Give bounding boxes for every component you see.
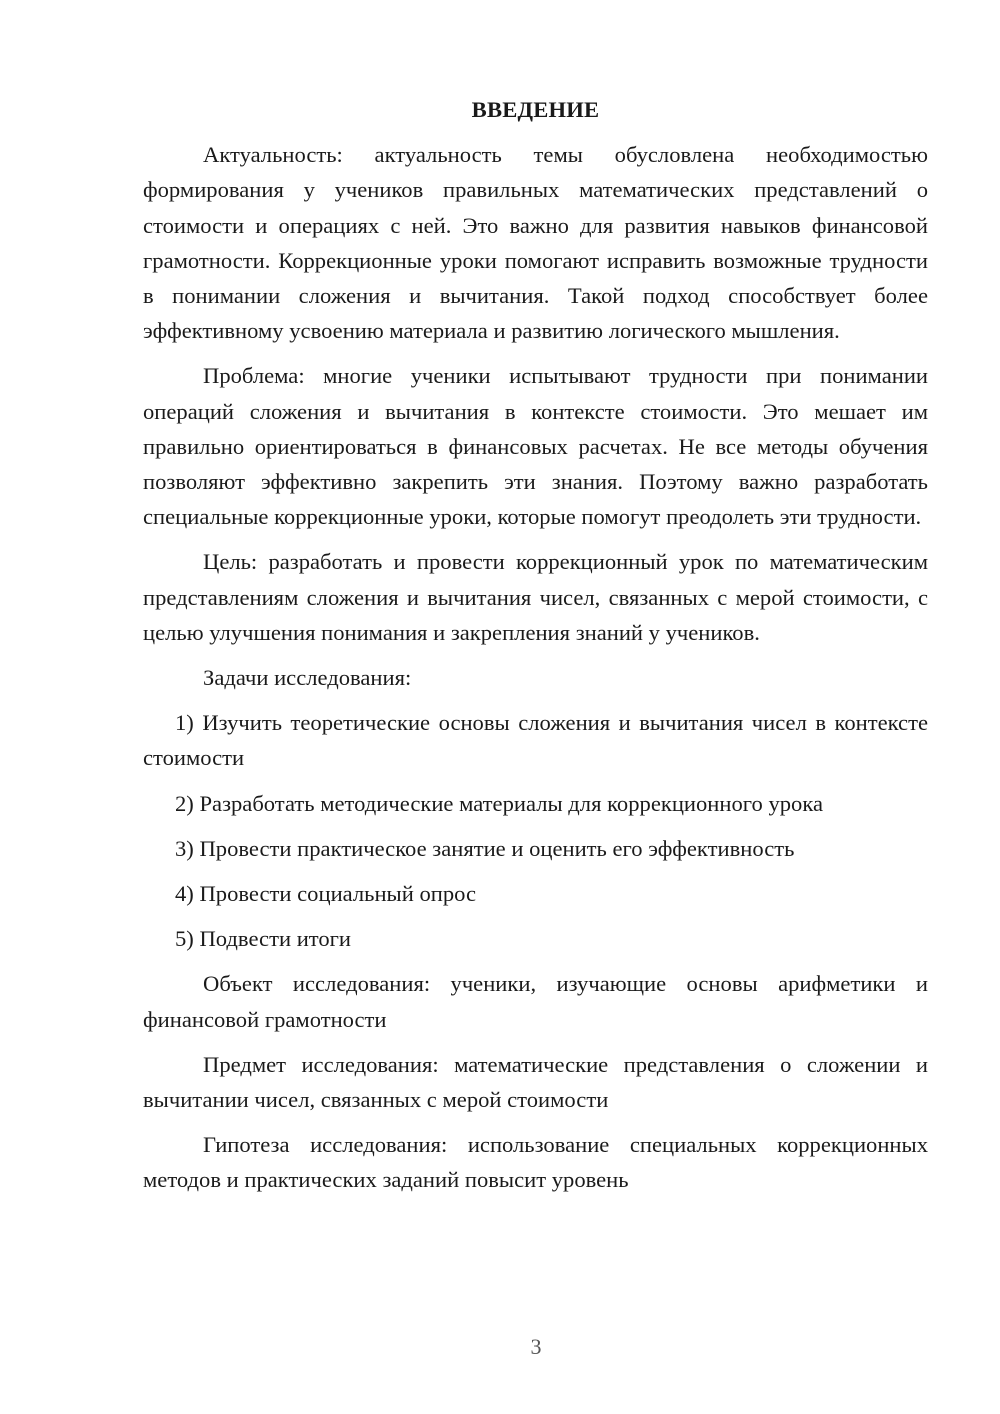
task-item: 4) Провести социальный опрос <box>175 881 477 907</box>
task-item: 3) Провести практическое занятие и оценить его эффективность <box>175 835 795 861</box>
task-item: 5) Подвести итоги <box>175 926 352 952</box>
document-body <box>143 92 928 1208</box>
task-item: 2) Разработать методические материалы для коррекционного урока <box>175 790 823 816</box>
subject-paragraph: Предмет исследования: математические представления о сложении и вычитании чисел, связанных с мерой стоимости <box>143 1051 928 1113</box>
tasks-heading: Задачи исследования: <box>203 665 412 691</box>
task-item: 1) Изучить теоретические основы сложения и вычитания чисел в контексте стоимости <box>143 710 928 771</box>
relevance-paragraph: Актуальность: актуальность темы обусловлена необходимостью формирования у учеников правильных математических представлений о стоимости и операциях с ней. Это важно для развития навыков финансовой грамотности. Коррекционные уроки помогают исправить возможные трудности в понимании сложения и вычитания. Такой подход способствует более эффективному усвоению материала и развитию логического мышления. <box>143 142 928 344</box>
goal-paragraph: Цель: разработать и провести коррекционный урок по математическим представлениям сложения и вычитания чисел, связанных с мерой стоимости, с целью улучшения понимания и закрепления знаний у учеников. <box>143 549 928 645</box>
page-number: 3 <box>530 1334 542 1359</box>
hypothesis-paragraph: Гипотеза исследования: использование специальных коррекционных методов и практических заданий повысит уровень <box>143 1132 928 1193</box>
object-paragraph: Объект исследования: ученики, изучающие основы арифметики и финансовой грамотности <box>143 971 928 1032</box>
problem-paragraph: Проблема: многие ученики испытывают трудности при понимании операций сложения и вычитания в контексте стоимости. Это мешает им правильно ориентироваться в финансовых расчетах. Не все методы обучения позволяют эффективно закрепить эти знания. Поэтому важно разработать специальные коррекционные уроки, которые помогут преодолеть эти трудности. <box>143 363 928 530</box>
section-title: ВВЕДЕНИЕ <box>471 97 600 122</box>
